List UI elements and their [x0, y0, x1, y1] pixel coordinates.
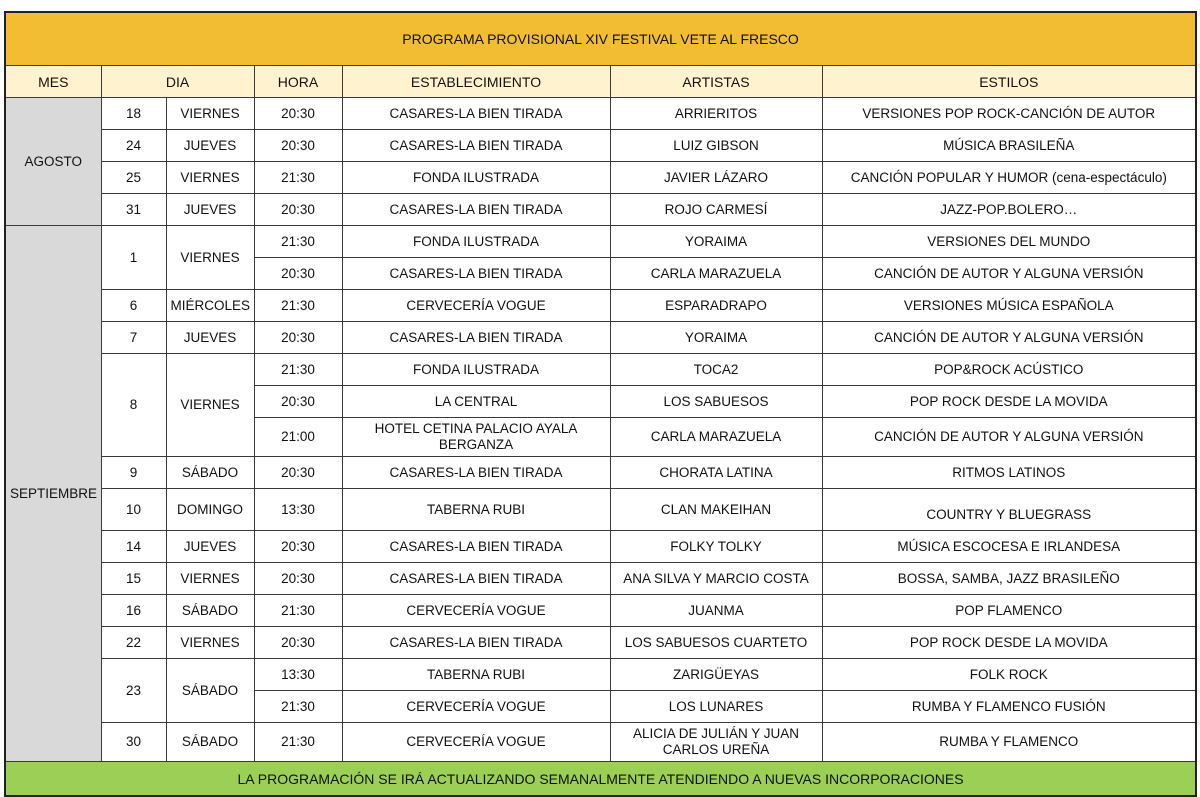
event-artista: JUANMA: [610, 595, 822, 627]
event-establecimiento: CASARES-LA BIEN TIRADA: [342, 457, 610, 489]
header-estilos: ESTILOS: [822, 66, 1196, 98]
event-artista: ESPARADRAPO: [610, 290, 822, 322]
event-establecimiento: CERVECERÍA VOGUE: [342, 290, 610, 322]
event-establecimiento: FONDA ILUSTRADA: [342, 162, 610, 194]
day-number: 16: [101, 595, 166, 627]
event-establecimiento: FONDA ILUSTRADA: [342, 354, 610, 386]
table-row: [5, 627, 1196, 659]
event-hora: 20:30: [254, 130, 342, 162]
event-artista: ANA SILVA Y MARCIO COSTA: [610, 563, 822, 595]
table-row: [5, 130, 1196, 162]
event-estilo: COUNTRY Y BLUEGRASS: [822, 489, 1196, 531]
event-establecimiento: CASARES-LA BIEN TIRADA: [342, 258, 610, 290]
table-row: [5, 723, 1196, 762]
header-establecimiento: ESTABLECIMIENTO: [342, 66, 610, 98]
day-number: 31: [101, 194, 166, 226]
event-artista: ROJO CARMESÍ: [610, 194, 822, 226]
event-estilo: CANCIÓN POPULAR Y HUMOR (cena-espectáculo): [822, 162, 1196, 194]
event-establecimiento: FONDA ILUSTRADA: [342, 226, 610, 258]
day-number: 1: [101, 226, 166, 290]
table-row: [5, 531, 1196, 563]
event-artista: YORAIMA: [610, 322, 822, 354]
event-establecimiento: TABERNA RUBI: [342, 489, 610, 531]
event-hora: 13:30: [254, 489, 342, 531]
table-row: [5, 595, 1196, 627]
event-hora: 20:30: [254, 98, 342, 130]
event-estilo: MÚSICA ESCOCESA E IRLANDESA: [822, 531, 1196, 563]
day-weekday: SÁBADO: [166, 457, 254, 489]
header-dia: DIA: [101, 66, 254, 98]
day-weekday: JUEVES: [166, 531, 254, 563]
day-weekday: VIERNES: [166, 563, 254, 595]
event-establecimiento: CASARES-LA BIEN TIRADA: [342, 98, 610, 130]
event-establecimiento: LA CENTRAL: [342, 386, 610, 418]
table-row: [5, 194, 1196, 226]
table-row: [5, 659, 1196, 691]
event-artista: ALICIA DE JULIÁN Y JUAN CARLOS UREÑA: [610, 723, 822, 762]
event-artista: LUIZ GIBSON: [610, 130, 822, 162]
day-weekday: VIERNES: [166, 98, 254, 130]
day-weekday: DOMINGO: [166, 489, 254, 531]
event-establecimiento: CERVECERÍA VOGUE: [342, 595, 610, 627]
event-estilo: POP&ROCK ACÚSTICO: [822, 354, 1196, 386]
event-estilo: CANCIÓN DE AUTOR Y ALGUNA VERSIÓN: [822, 418, 1196, 457]
event-artista: LOS SABUESOS: [610, 386, 822, 418]
table-row: [5, 226, 1196, 258]
event-artista: YORAIMA: [610, 226, 822, 258]
event-artista: CLAN MAKEIHAN: [610, 489, 822, 531]
day-weekday: VIERNES: [166, 627, 254, 659]
event-establecimiento: CERVECERÍA VOGUE: [342, 691, 610, 723]
month-cell: SEPTIEMBRE: [5, 226, 101, 762]
event-establecimiento: CASARES-LA BIEN TIRADA: [342, 194, 610, 226]
event-artista: CHORATA LATINA: [610, 457, 822, 489]
event-hora: 20:30: [254, 531, 342, 563]
day-weekday: MIÉRCOLES: [166, 290, 254, 322]
day-number: 18: [101, 98, 166, 130]
event-estilo: BOSSA, SAMBA, JAZZ BRASILEÑO: [822, 563, 1196, 595]
event-estilo: VERSIONES MÚSICA ESPAÑOLA: [822, 290, 1196, 322]
day-weekday: VIERNES: [166, 162, 254, 194]
event-artista: CARLA MARAZUELA: [610, 418, 822, 457]
table-row: [5, 354, 1196, 386]
event-estilo: VERSIONES POP ROCK-CANCIÓN DE AUTOR: [822, 98, 1196, 130]
day-number: 15: [101, 563, 166, 595]
event-hora: 21:30: [254, 290, 342, 322]
table-row: [5, 98, 1196, 130]
day-number: 25: [101, 162, 166, 194]
event-hora: 20:30: [254, 194, 342, 226]
event-artista: JAVIER LÁZARO: [610, 162, 822, 194]
schedule-table: [4, 11, 1197, 797]
event-establecimiento: CASARES-LA BIEN TIRADA: [342, 130, 610, 162]
event-establecimiento: CASARES-LA BIEN TIRADA: [342, 563, 610, 595]
day-number: 6: [101, 290, 166, 322]
event-estilo: RUMBA Y FLAMENCO: [822, 723, 1196, 762]
event-estilo: MÚSICA BRASILEÑA: [822, 130, 1196, 162]
event-hora: 21:30: [254, 691, 342, 723]
event-hora: 20:30: [254, 563, 342, 595]
event-hora: 21:00: [254, 418, 342, 457]
table-row: [5, 162, 1196, 194]
day-number: 24: [101, 130, 166, 162]
header-hora: HORA: [254, 66, 342, 98]
header-artistas: ARTISTAS: [610, 66, 822, 98]
day-number: 23: [101, 659, 166, 723]
event-establecimiento: HOTEL CETINA PALACIO AYALA BERGANZA: [342, 418, 610, 457]
event-artista: ZARIGÜEYAS: [610, 659, 822, 691]
day-weekday: VIERNES: [166, 226, 254, 290]
event-artista: FOLKY TOLKY: [610, 531, 822, 563]
event-estilo: RUMBA Y FLAMENCO FUSIÓN: [822, 691, 1196, 723]
event-artista: ARRIERITOS: [610, 98, 822, 130]
event-estilo: CANCIÓN DE AUTOR Y ALGUNA VERSIÓN: [822, 322, 1196, 354]
event-hora: 20:30: [254, 627, 342, 659]
event-hora: 21:30: [254, 354, 342, 386]
day-number: 30: [101, 723, 166, 762]
table-row: [5, 489, 1196, 531]
event-estilo: RITMOS LATINOS: [822, 457, 1196, 489]
month-cell: AGOSTO: [5, 98, 101, 226]
day-number: 10: [101, 489, 166, 531]
event-establecimiento: CASARES-LA BIEN TIRADA: [342, 627, 610, 659]
day-number: 14: [101, 531, 166, 563]
table-row: [5, 457, 1196, 489]
event-establecimiento: TABERNA RUBI: [342, 659, 610, 691]
event-establecimiento: CASARES-LA BIEN TIRADA: [342, 531, 610, 563]
event-estilo: VERSIONES DEL MUNDO: [822, 226, 1196, 258]
event-hora: 20:30: [254, 457, 342, 489]
header-mes: MES: [5, 66, 101, 98]
event-artista: CARLA MARAZUELA: [610, 258, 822, 290]
event-artista: LOS LUNARES: [610, 691, 822, 723]
event-artista: TOCA2: [610, 354, 822, 386]
event-hora: 20:30: [254, 322, 342, 354]
event-hora: 21:30: [254, 226, 342, 258]
table-row: [5, 290, 1196, 322]
event-estilo: POP FLAMENCO: [822, 595, 1196, 627]
event-estilo: FOLK ROCK: [822, 659, 1196, 691]
day-number: 8: [101, 354, 166, 457]
day-number: 22: [101, 627, 166, 659]
schedule-title: PROGRAMA PROVISIONAL XIV FESTIVAL VETE AL FRESCO: [5, 12, 1196, 66]
event-hora: 21:30: [254, 595, 342, 627]
day-number: 7: [101, 322, 166, 354]
day-weekday: JUEVES: [166, 194, 254, 226]
day-weekday: VIERNES: [166, 354, 254, 457]
event-estilo: POP ROCK DESDE LA MOVIDA: [822, 627, 1196, 659]
table-row: [5, 322, 1196, 354]
footer-note: LA PROGRAMACIÓN SE IRÁ ACTUALIZANDO SEMANALMENTE ATENDIENDO A NUEVAS INCORPORACIONES: [5, 762, 1196, 797]
event-artista: LOS SABUESOS CUARTETO: [610, 627, 822, 659]
day-number: 9: [101, 457, 166, 489]
event-estilo: CANCIÓN DE AUTOR Y ALGUNA VERSIÓN: [822, 258, 1196, 290]
event-establecimiento: CERVECERÍA VOGUE: [342, 723, 610, 762]
event-hora: 21:30: [254, 723, 342, 762]
day-weekday: SÁBADO: [166, 659, 254, 723]
day-weekday: SÁBADO: [166, 595, 254, 627]
day-weekday: JUEVES: [166, 130, 254, 162]
event-estilo: JAZZ-POP.BOLERO…: [822, 194, 1196, 226]
day-weekday: SÁBADO: [166, 723, 254, 762]
event-hora: 21:30: [254, 162, 342, 194]
table-row: [5, 563, 1196, 595]
event-hora: 20:30: [254, 386, 342, 418]
event-establecimiento: CASARES-LA BIEN TIRADA: [342, 322, 610, 354]
event-estilo: POP ROCK DESDE LA MOVIDA: [822, 386, 1196, 418]
day-weekday: JUEVES: [166, 322, 254, 354]
event-hora: 20:30: [254, 258, 342, 290]
event-hora: 13:30: [254, 659, 342, 691]
